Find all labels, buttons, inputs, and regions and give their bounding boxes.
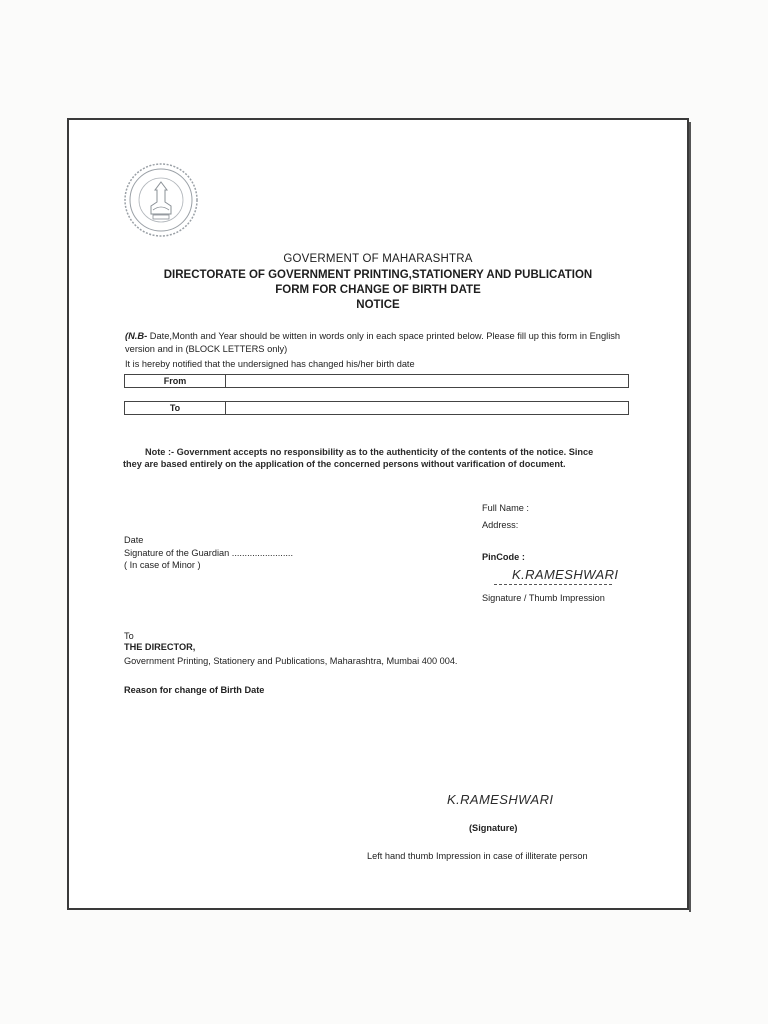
addressee-to: To [124, 631, 134, 641]
footer-signature: K.RAMESHWARI [447, 792, 554, 807]
government-seal-icon [123, 162, 199, 238]
address-label: Address: [482, 520, 519, 530]
header-government: GOVERMENT OF MAHARASHTRA [283, 253, 473, 265]
guardian-signature-label: Signature of the Guardian ........................ [124, 548, 294, 558]
thumb-impression-note: Left hand thumb Impression in case of illiterate person [367, 851, 588, 861]
from-row [124, 374, 629, 388]
header-notice: NOTICE [356, 299, 400, 311]
disclaimer-note [123, 447, 613, 470]
notified-statement: It is hereby notified that the undersigned has changed his/her birth date [125, 359, 415, 369]
nb-instructions [125, 330, 633, 356]
date-label: Date [124, 535, 144, 545]
addressee-title: THE DIRECTOR, [124, 642, 196, 652]
minor-note: ( In case of Minor ) [124, 560, 201, 570]
header-directorate: DIRECTORATE OF GOVERNMENT PRINTING,STATIONERY AND PUBLICATION [163, 269, 593, 281]
pincode-label: PinCode : [482, 552, 525, 562]
to-label: To [125, 402, 226, 414]
from-label: From [125, 375, 226, 387]
reason-label: Reason for change of Birth Date [124, 685, 265, 695]
form-frame [67, 118, 689, 910]
nb-label: (N.B- [125, 331, 148, 341]
to-field[interactable] [226, 402, 628, 414]
signature-line [494, 584, 612, 585]
full-name-label: Full Name : [482, 503, 529, 513]
nb-text: Date,Month and Year should be witten in words only in each space printed below. Please fill up this form in English version and in (BLOCK LETTERS only) [125, 331, 621, 354]
header-form-title: FORM FOR CHANGE OF BIRTH DATE [275, 284, 481, 296]
footer-signature-label: (Signature) [469, 823, 518, 833]
from-field[interactable] [226, 375, 628, 387]
disclaimer-text: Note :- Government accepts no responsibility as to the authenticity of the contents of the notice. Since they are based entirely on the application of the concerned persons without varification of document. [123, 447, 594, 469]
applicant-signature: K.RAMESHWARI [512, 567, 619, 582]
addressee-address: Government Printing, Stationery and Publications, Maharashtra, Mumbai 400 004. [124, 656, 458, 666]
to-row [124, 401, 629, 415]
signature-thumb-label: Signature / Thumb Impression [482, 593, 605, 603]
